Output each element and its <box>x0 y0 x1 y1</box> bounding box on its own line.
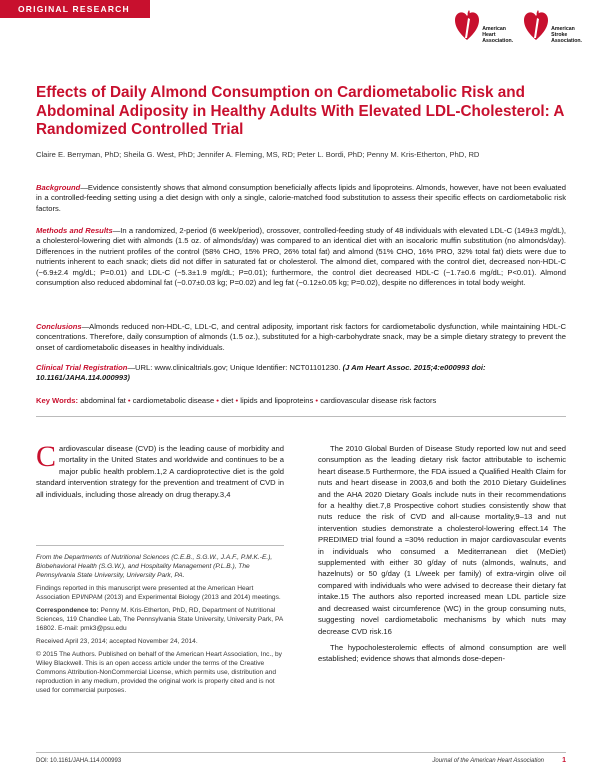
article-title: Effects of Daily Almond Consumption on Cardiometabolic Risk and Abdominal Adiposity in Healthy Adults With Elevated LDL-Cholesterol: A Randomized Controlled Trial <box>36 84 564 138</box>
body-right-column <box>318 443 566 670</box>
received-dates: Received April 23, 2014; accepted November 24, 2014. <box>36 638 198 645</box>
keyword: cardiovascular disease risk factors <box>320 396 437 405</box>
keywords: Key Words: abdominal fat • cardiometabolic disease • diet • lipids and lipoproteins • cardiovascular disease risk factors <box>36 396 437 405</box>
abstract-label: Clinical Trial Registration <box>36 363 128 372</box>
abstract-text: Almonds reduced non-HDL-C, LDL-C, and central adiposity, important risk factors for cardiometabolic dysfunction, while maintaining HDL-C concentrations. Therefore, daily consumption of almonds (1.5 oz.), substituted for a high-carbohydrate snack, may be a simple dietary strategy to prevent the onset of cardiometabolic diseases in healthy individuals. <box>36 322 566 352</box>
abstract-text: Evidence consistently shows that almond consumption beneficially affects lipids and lipoproteins. Almonds, however, have not been evaluated in a controlled-feeding setting using a diet design with only a single, calorie-matched food substitution to assess their specific effects on cardiometabolic risk factors. <box>36 183 566 213</box>
body-paragraph: ardiovascular disease (CVD) is the leading cause of morbidity and mortality in the United States and worldwide and continues to be a major public health problem.1,2 A cardioprotective diet is the gold standard intervention strategy for the prevention and treatment of CVD in all individuals, including those already on drug therapy.3,4 <box>36 444 284 499</box>
license: © 2015 The Authors. Published on behalf of the American Heart Association, Inc., by Wiley Blackwell. This is an open access article under the terms of the Creative Commons Attribution-NonCommercial License, which permits use, distribution and reproduction in any medium, provided the original work is properly cited and is not used for commercial purposes. <box>36 651 282 694</box>
divider <box>36 416 566 417</box>
abstract-label: Background <box>36 183 81 192</box>
heart-torch-icon <box>454 8 480 42</box>
footnotes <box>36 553 284 699</box>
journal-name: Journal of the American Heart Association <box>432 758 544 764</box>
drop-cap: C <box>36 440 57 473</box>
correspondence: Penny M. Kris-Etherton, PhD, RD, Department of Nutritional Sciences, 119 Chandlee Lab, The Pennsylvania State University, University Park, PA 16802. E-mail: pmk3@psu.edu <box>36 607 283 632</box>
keyword: lipids and lipoproteins <box>240 396 314 405</box>
page-number: 1 <box>562 757 566 764</box>
affiliations: From the Departments of Nutritional Sciences (C.E.B., S.G.W., J.A.F., P.M.K.-E.), Biobehavioral Health (S.G.W.), and Hospitality Management (P.L.B.), The Pennsylvania State University, University Park, PA. <box>36 554 273 579</box>
correspondence-label: Correspondence to: <box>36 607 99 614</box>
footer-rule <box>36 752 566 753</box>
asa-logo <box>523 8 582 44</box>
body-paragraph: The 2010 Global Burden of Disease Study reported low nut and seed consumption as the leading dietary risk factor attributable to ischemic heart disease.5 Furthermore, the FDA issued a Qualified Health Claim for nuts and heart disease in 2003,6 and both the 2010 Dietary Guidelines and the AHA 2020 Dietary Goals include nuts in their recommendations for a healthy diet.7,8 Prospective cohort studies consistently show that nuts reduce the risk of CVD and all-cause mortality,9–13 and nut intervention studies demonstrate a cholesterol-lowering effect.14 The PREDIMED trial found a ≈30% reduction in major cardiovascular events in individuals who consumed a Mediterranean diet (MeDiet) supplemented with either 30 g/day of nuts (almonds, walnuts, and hazelnuts) or 50 g/day (1 L/week per family) of extra-virgin olive oil compared with individuals who were advised to decrease their dietary fat intake.15 The authors also reported increased mean LDL particle size and decreased waist circumference (WC) in the group consuming nuts, suggesting novel cardiometabolic mechanisms by which nuts may decrease CVD risk.16 <box>318 444 566 636</box>
logo-text-line: Heart <box>482 32 496 38</box>
aha-logo <box>454 8 513 44</box>
logo-text-line: Stroke <box>551 32 568 38</box>
journal-logos <box>454 8 582 44</box>
keyword: cardiometabolic disease <box>132 396 215 405</box>
logo-text-line: American <box>482 26 506 32</box>
logo-text-line: American <box>551 26 575 32</box>
logo-text-line: Association. <box>551 38 582 44</box>
citation: (J Am Heart Assoc. 2015;4:e000993 doi: 10.1161/JAHA.114.000993) <box>36 363 486 383</box>
trial-registration: Clinical Trial Registration—URL: www.clinicaltrials.gov; Unique Identifier: NCT01101230. (J Am Heart Assoc. 2015;4:e000993 doi: 10.1161/JAHA.114.000993) <box>36 363 486 383</box>
keywords-label: Key Words: <box>36 396 79 405</box>
abstract-label: Conclusions <box>36 322 82 331</box>
abstract-background: Background—Evidence consistently shows that almond consumption beneficially affects lipids and lipoproteins. Almonds, however, have not been evaluated in a controlled-feeding setting using a diet design with only a single, calorie-matched food substitution to assess their specific effects on cardiometabolic risk factors. <box>36 183 566 213</box>
abstract-methods: Methods and Results—In a randomized, 2-period (6 week/period), crossover, controlled-feeding study of 48 individuals with elevated LDL-C (149±3 mg/dL), a cholesterol-lowering diet with almonds (1.5 oz. of almonds/day) was compared to an identical diet with an isocaloric muffin substitution (no almonds/day). Differences in the nutrient profiles of the control (58% CHO, 15% PRO, 26% total fat) and almond (51% CHO, 16% PRO, 32% total fat) diets were due to nutrients inherent to each snack; diets did not differ in saturated fat or cholesterol. The almond diet, compared with the control diet, decreased non-HDL-C (−6.9±2.4 mg/dL; P=0.01) and LDL-C (−5.3±1.9 mg/dL; P=0.01); furthermore, the control diet decreased HDL-C (−1.7±0.6 mg/dL; P<0.01). Almond consumption also reduced abdominal fat (−0.07±0.03 kg; P=0.02) and leg fat (−0.12±0.05 kg; P=0.02), despite no differences in total body weight. <box>36 226 566 288</box>
abstract-label: Methods and Results <box>36 226 113 235</box>
body-left-column <box>36 440 284 505</box>
keyword: diet <box>221 396 234 405</box>
logo-text-line: Association. <box>482 38 514 44</box>
notes-divider <box>36 545 284 546</box>
author-list: Claire E. Berryman, PhD; Sheila G. West, PhD; Jennifer A. Fleming, MS, RD; Peter L. Bordi, PhD; Penny M. Kris-Etherton, PhD, RD <box>36 150 480 159</box>
section-tag: ORIGINAL RESEARCH <box>0 0 150 18</box>
abstract-conclusions: Conclusions—Almonds reduced non-HDL-C, LDL-C, and central adiposity, important risk factors for cardiometabolic dysfunction, while maintaining HDL-C concentrations. Therefore, daily consumption of almonds (1.5 oz.), substituted for a high-carbohydrate snack, may be a simple dietary strategy to prevent the onset of cardiometabolic diseases in healthy individuals. <box>36 322 566 352</box>
doi: DOI: 10.1161/JAHA.114.000993 <box>36 758 122 764</box>
trial-text: URL: www.clinicaltrials.gov; Unique Identifier: NCT01101230. <box>135 363 341 372</box>
presented-note: Findings reported in this manuscript were presented at the American Heart Association EPI/NPAM (2013) and Experimental Biology (2013 and 2014) meetings. <box>36 585 281 601</box>
heart-torch-icon <box>523 8 549 42</box>
abstract-text: In a randomized, 2-period (6 week/period), crossover, controlled-feeding study of 48 individuals with elevated LDL-C (149±3 mg/dL), a cholesterol-lowering diet with almonds (1.5 oz. of almonds/day) was compared to an identical diet with an isocaloric muffin substitution (no almonds/day). Differences in the nutrient profiles of the control (58% CHO, 15% PRO, 26% total fat) and almond (51% CHO, 16% PRO, 32% total fat) diets were due to nutrients inherent to each snack; diets did not differ in saturated fat or cholesterol. The almond diet, compared with the control diet, decreased non-HDL-C (−6.9±2.4 mg/dL; P=0.01) and LDL-C (−5.3±1.9 mg/dL; P=0.01); furthermore, the control diet decreased HDL-C (−1.7±0.6 mg/dL; P<0.01). Almond consumption also reduced abdominal fat (−0.07±0.03 kg; P=0.02) and leg fat (−0.12±0.05 kg; P=0.02), despite no differences in total body weight. <box>36 226 566 288</box>
body-paragraph: The hypocholesterolemic effects of almond consumption are well established; evidence shows that almonds dose-depen- <box>318 642 566 664</box>
keyword: abdominal fat <box>80 396 126 405</box>
